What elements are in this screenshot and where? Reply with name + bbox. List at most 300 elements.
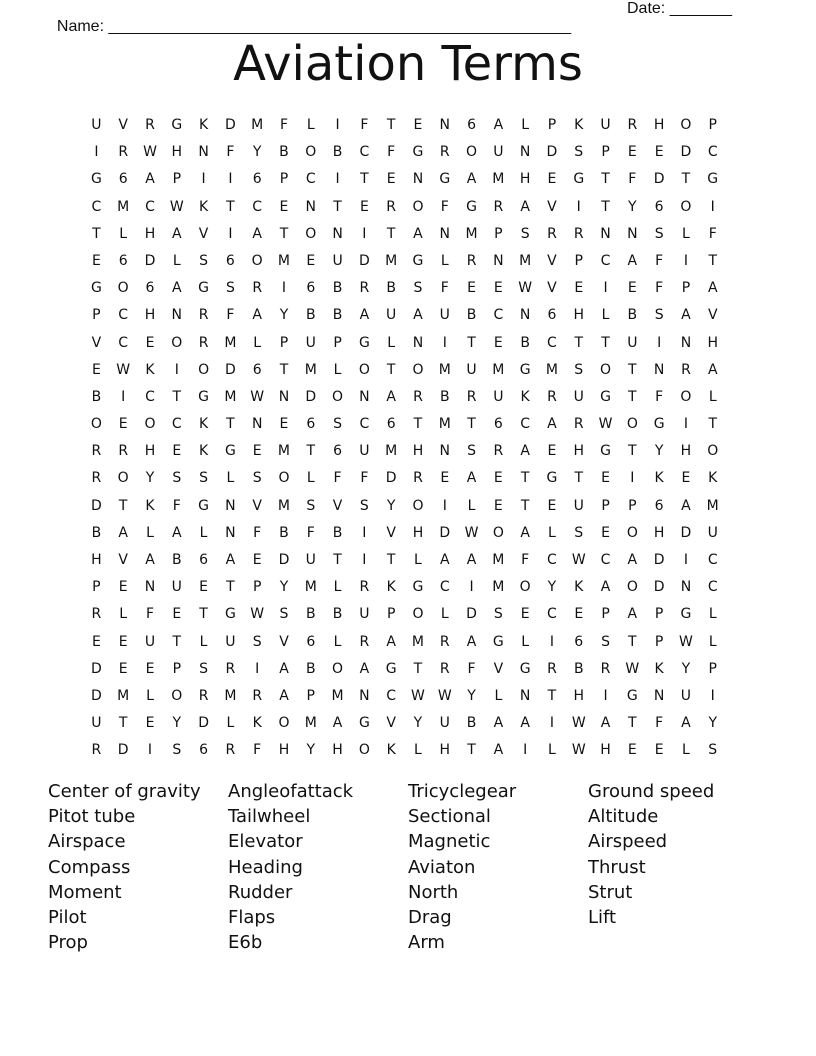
grid-letter[interactable]: C <box>707 552 718 568</box>
grid-letter[interactable]: I <box>362 225 367 242</box>
grid-letter[interactable]: I <box>549 715 555 732</box>
grid-letter[interactable]: T <box>601 171 610 188</box>
grid-letter[interactable]: B <box>332 524 343 541</box>
grid-letter[interactable]: K <box>574 117 584 133</box>
grid-letter[interactable]: A <box>627 252 638 269</box>
grid-letter[interactable]: H <box>332 742 343 759</box>
grid-letter[interactable]: A <box>145 171 155 188</box>
grid-letter[interactable]: G <box>90 280 102 297</box>
grid-letter[interactable]: O <box>305 144 317 161</box>
grid-letter[interactable]: P <box>279 334 289 351</box>
grid-letter[interactable]: 6 <box>654 497 664 514</box>
grid-letter[interactable]: E <box>601 524 610 541</box>
grid-letter[interactable]: U <box>305 334 316 351</box>
grid-letter[interactable]: V <box>386 715 396 732</box>
grid-letter[interactable]: E <box>91 361 101 378</box>
grid-letter[interactable]: P <box>92 579 101 596</box>
grid-letter[interactable]: Y <box>279 307 289 324</box>
grid-letter[interactable]: R <box>198 687 209 704</box>
grid-letter[interactable]: 6 <box>252 171 262 188</box>
grid-letter[interactable]: L <box>172 252 181 269</box>
grid-letter[interactable]: C <box>145 388 155 405</box>
grid-letter[interactable]: N <box>359 687 370 704</box>
grid-letter[interactable]: T <box>386 361 396 378</box>
grid-letter[interactable]: H <box>573 443 584 460</box>
grid-letter[interactable]: U <box>91 715 102 732</box>
grid-letter[interactable]: T <box>601 334 610 351</box>
grid-letter[interactable]: C <box>707 144 718 161</box>
grid-letter[interactable]: K <box>520 388 530 405</box>
grid-letter[interactable]: M <box>519 252 532 269</box>
grid-letter[interactable]: I <box>710 198 715 215</box>
grid-letter[interactable]: P <box>708 117 717 133</box>
grid-letter[interactable]: R <box>91 606 102 623</box>
grid-letter[interactable]: T <box>467 742 476 759</box>
grid-letter[interactable]: A <box>225 552 236 568</box>
grid-letter[interactable]: G <box>573 171 585 188</box>
grid-letter[interactable]: A <box>279 660 289 677</box>
grid-letter[interactable]: T <box>547 687 557 704</box>
grid-letter[interactable]: H <box>412 443 424 460</box>
grid-letter[interactable]: I <box>603 687 608 704</box>
grid-letter[interactable]: U <box>573 497 584 514</box>
grid-letter[interactable]: A <box>493 742 504 759</box>
grid-letter[interactable]: C <box>707 579 718 596</box>
grid-letter[interactable]: U <box>386 307 397 324</box>
grid-letter[interactable]: H <box>171 144 183 161</box>
grid-letter[interactable]: O <box>626 579 638 596</box>
grid-letter[interactable]: N <box>493 252 504 269</box>
grid-letter[interactable]: R <box>198 334 209 351</box>
grid-letter[interactable]: R <box>198 307 209 324</box>
grid-letter[interactable]: E <box>547 497 557 514</box>
grid-letter[interactable]: A <box>466 171 477 188</box>
grid-letter[interactable]: E <box>627 280 637 297</box>
grid-letter[interactable]: K <box>654 660 664 677</box>
grid-letter[interactable]: B <box>332 307 343 324</box>
grid-letter[interactable]: I <box>281 280 287 297</box>
grid-letter[interactable]: O <box>90 416 102 433</box>
grid-letter[interactable]: R <box>413 388 423 405</box>
grid-letter[interactable]: T <box>467 416 476 433</box>
grid-letter[interactable]: L <box>199 524 208 541</box>
grid-letter[interactable]: T <box>279 225 289 242</box>
grid-letter[interactable]: A <box>466 470 477 487</box>
grid-letter[interactable]: L <box>682 742 690 759</box>
grid-letter[interactable]: Y <box>306 742 316 759</box>
grid-letter[interactable]: O <box>332 660 344 677</box>
grid-letter[interactable]: W <box>571 552 586 568</box>
grid-letter[interactable]: D <box>439 524 451 541</box>
grid-letter[interactable]: F <box>708 225 717 242</box>
grid-letter[interactable]: I <box>362 524 367 541</box>
grid-letter[interactable]: N <box>519 144 531 161</box>
grid-letter[interactable]: C <box>359 416 370 433</box>
grid-letter[interactable]: I <box>147 742 153 759</box>
grid-letter[interactable]: P <box>333 334 342 351</box>
grid-letter[interactable]: A <box>172 225 182 242</box>
grid-letter[interactable]: D <box>466 606 477 623</box>
grid-letter[interactable]: G <box>519 361 531 378</box>
grid-letter[interactable]: D <box>653 579 665 596</box>
grid-letter[interactable]: E <box>118 633 128 650</box>
grid-letter[interactable]: A <box>172 280 182 297</box>
grid-letter[interactable]: R <box>627 117 638 133</box>
grid-letter[interactable]: K <box>654 470 664 487</box>
grid-letter[interactable]: T <box>226 416 235 433</box>
grid-letter[interactable]: P <box>386 606 396 623</box>
grid-letter[interactable]: M <box>224 334 237 351</box>
grid-letter[interactable]: O <box>171 687 183 704</box>
grid-letter[interactable]: I <box>683 252 688 269</box>
grid-letter[interactable]: O <box>251 252 263 269</box>
grid-letter[interactable]: D <box>224 361 236 378</box>
grid-letter[interactable]: K <box>574 579 584 596</box>
grid-letter[interactable]: C <box>439 579 450 596</box>
grid-letter[interactable]: 6 <box>493 416 503 433</box>
grid-letter[interactable]: M <box>438 361 451 378</box>
grid-letter[interactable]: O <box>412 361 424 378</box>
grid-letter[interactable]: L <box>440 606 449 623</box>
grid-letter[interactable]: B <box>171 552 182 568</box>
grid-letter[interactable]: V <box>118 117 128 133</box>
grid-letter[interactable]: A <box>466 552 477 568</box>
grid-letter[interactable]: R <box>681 361 691 378</box>
grid-letter[interactable]: 6 <box>547 307 557 324</box>
grid-letter[interactable]: R <box>118 144 129 161</box>
grid-letter[interactable]: S <box>413 280 423 297</box>
grid-letter[interactable]: E <box>574 606 584 623</box>
grid-letter[interactable]: P <box>628 497 637 514</box>
grid-letter[interactable]: A <box>547 416 557 433</box>
grid-letter[interactable]: S <box>601 633 610 650</box>
grid-letter[interactable]: A <box>118 524 128 541</box>
grid-letter[interactable]: T <box>574 470 584 487</box>
grid-letter[interactable]: T <box>520 497 530 514</box>
grid-letter[interactable]: T <box>360 171 369 188</box>
grid-letter[interactable]: G <box>466 198 477 215</box>
grid-letter[interactable]: G <box>626 687 638 704</box>
grid-letter[interactable]: 6 <box>145 280 155 297</box>
grid-letter[interactable]: B <box>520 334 530 351</box>
grid-letter[interactable]: H <box>439 742 451 759</box>
grid-letter[interactable]: A <box>520 443 530 460</box>
grid-letter[interactable]: L <box>708 388 717 405</box>
grid-letter[interactable]: U <box>493 388 504 405</box>
grid-letter[interactable]: S <box>172 742 182 759</box>
grid-letter[interactable]: W <box>571 715 586 732</box>
grid-letter[interactable]: A <box>386 388 396 405</box>
grid-letter[interactable]: P <box>708 660 717 677</box>
grid-letter[interactable]: O <box>626 416 638 433</box>
grid-letter[interactable]: A <box>627 606 638 623</box>
grid-letter[interactable]: T <box>226 198 235 215</box>
grid-letter[interactable]: V <box>198 225 209 242</box>
grid-letter[interactable]: Y <box>386 497 396 514</box>
grid-letter[interactable]: E <box>467 280 476 297</box>
grid-letter[interactable]: B <box>279 144 289 161</box>
grid-letter[interactable]: G <box>412 252 424 269</box>
grid-letter[interactable]: W <box>571 742 586 759</box>
grid-letter[interactable]: G <box>519 660 531 677</box>
grid-letter[interactable]: M <box>277 252 291 269</box>
grid-letter[interactable]: G <box>198 497 210 514</box>
grid-letter[interactable]: M <box>545 361 558 378</box>
grid-letter[interactable]: E <box>386 171 396 188</box>
grid-letter[interactable]: V <box>91 334 102 351</box>
grid-letter[interactable]: I <box>442 334 447 351</box>
grid-letter[interactable]: R <box>413 470 423 487</box>
grid-letter[interactable]: E <box>654 144 664 161</box>
grid-letter[interactable]: M <box>304 579 317 596</box>
grid-letter[interactable]: P <box>172 660 182 677</box>
grid-letter[interactable]: B <box>573 660 584 677</box>
grid-letter[interactable]: B <box>627 307 638 324</box>
grid-letter[interactable]: A <box>520 715 530 732</box>
grid-letter[interactable]: P <box>574 252 583 269</box>
grid-letter[interactable]: V <box>252 497 262 514</box>
grid-letter[interactable]: U <box>91 117 102 133</box>
grid-letter[interactable]: S <box>199 470 209 487</box>
grid-letter[interactable]: C <box>118 334 129 351</box>
grid-letter[interactable]: R <box>600 660 611 677</box>
grid-letter[interactable]: G <box>358 715 370 732</box>
grid-letter[interactable]: M <box>251 117 264 133</box>
grid-letter[interactable]: W <box>464 524 479 541</box>
grid-letter[interactable]: R <box>252 687 263 704</box>
grid-letter[interactable]: G <box>600 388 611 405</box>
grid-letter[interactable]: H <box>573 307 584 324</box>
grid-letter[interactable]: M <box>224 388 237 405</box>
grid-letter[interactable]: F <box>440 280 449 297</box>
grid-letter[interactable]: R <box>91 470 102 487</box>
grid-letter[interactable]: E <box>574 280 584 297</box>
name-field[interactable]: Name: ____________________________________________________ <box>56 18 572 35</box>
grid-letter[interactable]: G <box>224 606 236 623</box>
grid-letter[interactable]: W <box>169 198 184 215</box>
grid-letter[interactable]: O <box>707 443 719 460</box>
grid-letter[interactable]: E <box>493 470 503 487</box>
grid-letter[interactable]: R <box>225 742 236 759</box>
grid-letter[interactable]: G <box>680 606 692 623</box>
grid-letter[interactable]: T <box>333 552 342 568</box>
grid-letter[interactable]: O <box>144 416 156 433</box>
grid-letter[interactable]: S <box>359 497 369 514</box>
grid-letter[interactable]: E <box>547 443 557 460</box>
grid-letter[interactable]: H <box>144 307 156 324</box>
grid-letter[interactable]: S <box>467 443 476 460</box>
grid-letter[interactable]: R <box>547 388 557 405</box>
grid-letter[interactable]: K <box>252 715 262 732</box>
grid-letter[interactable]: S <box>172 470 182 487</box>
grid-letter[interactable]: O <box>626 524 638 541</box>
grid-letter[interactable]: B <box>91 524 102 541</box>
grid-letter[interactable]: A <box>493 117 504 133</box>
grid-letter[interactable]: I <box>362 552 367 568</box>
grid-letter[interactable]: F <box>521 552 530 568</box>
grid-letter[interactable]: O <box>171 334 183 351</box>
grid-letter[interactable]: U <box>225 633 236 650</box>
grid-letter[interactable]: L <box>387 334 396 351</box>
grid-letter[interactable]: F <box>387 144 396 161</box>
grid-letter[interactable]: B <box>466 715 477 732</box>
grid-letter[interactable]: E <box>145 715 155 732</box>
grid-letter[interactable]: A <box>600 715 611 732</box>
grid-letter[interactable]: M <box>492 552 505 568</box>
grid-letter[interactable]: G <box>358 334 370 351</box>
grid-letter[interactable]: L <box>333 633 342 650</box>
grid-letter[interactable]: W <box>250 388 265 405</box>
grid-letter[interactable]: Y <box>681 660 691 677</box>
grid-letter[interactable]: V <box>279 633 289 650</box>
grid-letter[interactable]: C <box>118 307 129 324</box>
grid-letter[interactable]: A <box>386 633 396 650</box>
grid-letter[interactable]: A <box>252 225 262 242</box>
grid-letter[interactable]: D <box>385 470 397 487</box>
grid-letter[interactable]: S <box>574 361 584 378</box>
grid-letter[interactable]: E <box>654 742 664 759</box>
grid-letter[interactable]: I <box>523 742 528 759</box>
grid-letter[interactable]: K <box>198 117 209 133</box>
grid-letter[interactable]: M <box>465 225 478 242</box>
grid-letter[interactable]: D <box>680 144 692 161</box>
grid-letter[interactable]: W <box>437 687 452 704</box>
grid-letter[interactable]: A <box>359 660 370 677</box>
grid-letter[interactable]: M <box>385 252 398 269</box>
grid-letter[interactable]: R <box>493 443 504 460</box>
grid-letter[interactable]: G <box>224 443 236 460</box>
grid-letter[interactable]: R <box>225 660 236 677</box>
grid-letter[interactable]: L <box>119 606 128 623</box>
grid-letter[interactable]: R <box>493 198 504 215</box>
grid-letter[interactable]: S <box>654 225 664 242</box>
grid-letter[interactable]: W <box>518 280 533 297</box>
grid-letter[interactable]: S <box>199 660 209 677</box>
grid-letter[interactable]: F <box>226 307 235 324</box>
grid-letter[interactable]: A <box>520 198 530 215</box>
grid-letter[interactable]: T <box>628 361 637 378</box>
grid-letter[interactable]: W <box>625 660 640 677</box>
grid-letter[interactable]: Y <box>708 715 717 732</box>
grid-letter[interactable]: L <box>119 225 128 242</box>
grid-letter[interactable]: G <box>198 388 210 405</box>
grid-letter[interactable]: O <box>358 742 370 759</box>
grid-letter[interactable]: 6 <box>118 171 128 188</box>
grid-letter[interactable]: F <box>440 198 449 215</box>
grid-letter[interactable]: D <box>546 144 558 161</box>
grid-letter[interactable]: O <box>117 280 129 297</box>
grid-letter[interactable]: S <box>279 606 289 623</box>
grid-letter[interactable]: A <box>681 715 691 732</box>
grid-letter[interactable]: O <box>117 470 129 487</box>
grid-letter[interactable]: T <box>172 388 182 405</box>
grid-letter[interactable]: P <box>601 497 610 514</box>
grid-letter[interactable]: E <box>118 579 128 596</box>
grid-letter[interactable]: L <box>440 252 449 269</box>
grid-letter[interactable]: T <box>681 171 691 188</box>
grid-letter[interactable]: Y <box>172 715 182 732</box>
grid-letter[interactable]: A <box>332 715 343 732</box>
grid-letter[interactable]: N <box>519 307 531 324</box>
grid-letter[interactable]: C <box>252 198 263 215</box>
grid-letter[interactable]: N <box>198 144 209 161</box>
grid-letter[interactable]: D <box>305 388 317 405</box>
grid-letter[interactable]: R <box>252 280 263 297</box>
grid-letter[interactable]: E <box>359 198 369 215</box>
grid-letter[interactable]: L <box>199 633 208 650</box>
grid-letter[interactable]: C <box>547 606 557 623</box>
grid-letter[interactable]: I <box>549 633 555 650</box>
grid-letter[interactable]: G <box>492 633 504 650</box>
grid-letter[interactable]: G <box>171 117 183 133</box>
grid-letter[interactable]: U <box>573 388 584 405</box>
grid-letter[interactable]: T <box>413 416 423 433</box>
grid-letter[interactable]: U <box>439 715 450 732</box>
grid-letter[interactable]: O <box>358 361 370 378</box>
grid-letter[interactable]: H <box>412 524 424 541</box>
grid-letter[interactable]: L <box>306 117 315 133</box>
grid-letter[interactable]: 6 <box>252 361 262 378</box>
grid-letter[interactable]: I <box>255 660 260 677</box>
grid-letter[interactable]: 6 <box>199 742 209 759</box>
grid-letter[interactable]: U <box>305 552 316 568</box>
grid-letter[interactable]: N <box>251 416 263 433</box>
grid-letter[interactable]: D <box>653 171 665 188</box>
grid-letter[interactable]: A <box>520 524 530 541</box>
grid-letter[interactable]: B <box>305 660 316 677</box>
grid-letter[interactable]: S <box>252 470 262 487</box>
grid-letter[interactable]: 6 <box>467 117 477 133</box>
grid-letter[interactable]: E <box>118 416 128 433</box>
grid-letter[interactable]: P <box>654 633 664 650</box>
grid-letter[interactable]: I <box>335 171 340 188</box>
grid-letter[interactable]: E <box>279 198 289 215</box>
grid-letter[interactable]: Y <box>547 579 557 596</box>
grid-letter[interactable]: A <box>359 307 370 324</box>
grid-letter[interactable]: M <box>492 361 505 378</box>
grid-letter[interactable]: M <box>411 633 424 650</box>
grid-letter[interactable]: P <box>306 687 315 704</box>
grid-letter[interactable]: T <box>708 416 717 433</box>
grid-letter[interactable]: R <box>439 633 450 650</box>
grid-letter[interactable]: K <box>198 198 209 215</box>
grid-letter[interactable]: C <box>91 198 102 215</box>
grid-letter[interactable]: H <box>91 552 102 568</box>
grid-letter[interactable]: P <box>92 307 101 324</box>
grid-letter[interactable]: O <box>412 606 424 623</box>
grid-letter[interactable]: U <box>680 687 692 704</box>
grid-letter[interactable]: Y <box>654 443 664 460</box>
grid-letter[interactable]: B <box>332 144 343 161</box>
grid-letter[interactable]: 6 <box>333 443 343 460</box>
grid-letter[interactable]: U <box>359 443 370 460</box>
grid-letter[interactable]: U <box>493 144 504 161</box>
grid-letter[interactable]: T <box>467 334 476 351</box>
grid-letter[interactable]: B <box>332 280 343 297</box>
grid-letter[interactable]: S <box>252 633 262 650</box>
grid-letter[interactable]: R <box>386 198 397 215</box>
grid-letter[interactable]: L <box>306 470 315 487</box>
grid-letter[interactable]: N <box>225 524 236 541</box>
grid-letter[interactable]: A <box>707 361 718 378</box>
grid-letter[interactable]: N <box>680 334 692 351</box>
grid-letter[interactable]: U <box>171 579 182 596</box>
grid-letter[interactable]: M <box>117 198 130 215</box>
grid-letter[interactable]: S <box>654 307 664 324</box>
grid-letter[interactable]: F <box>655 252 664 269</box>
grid-letter[interactable]: K <box>386 579 396 596</box>
grid-letter[interactable]: P <box>252 579 262 596</box>
